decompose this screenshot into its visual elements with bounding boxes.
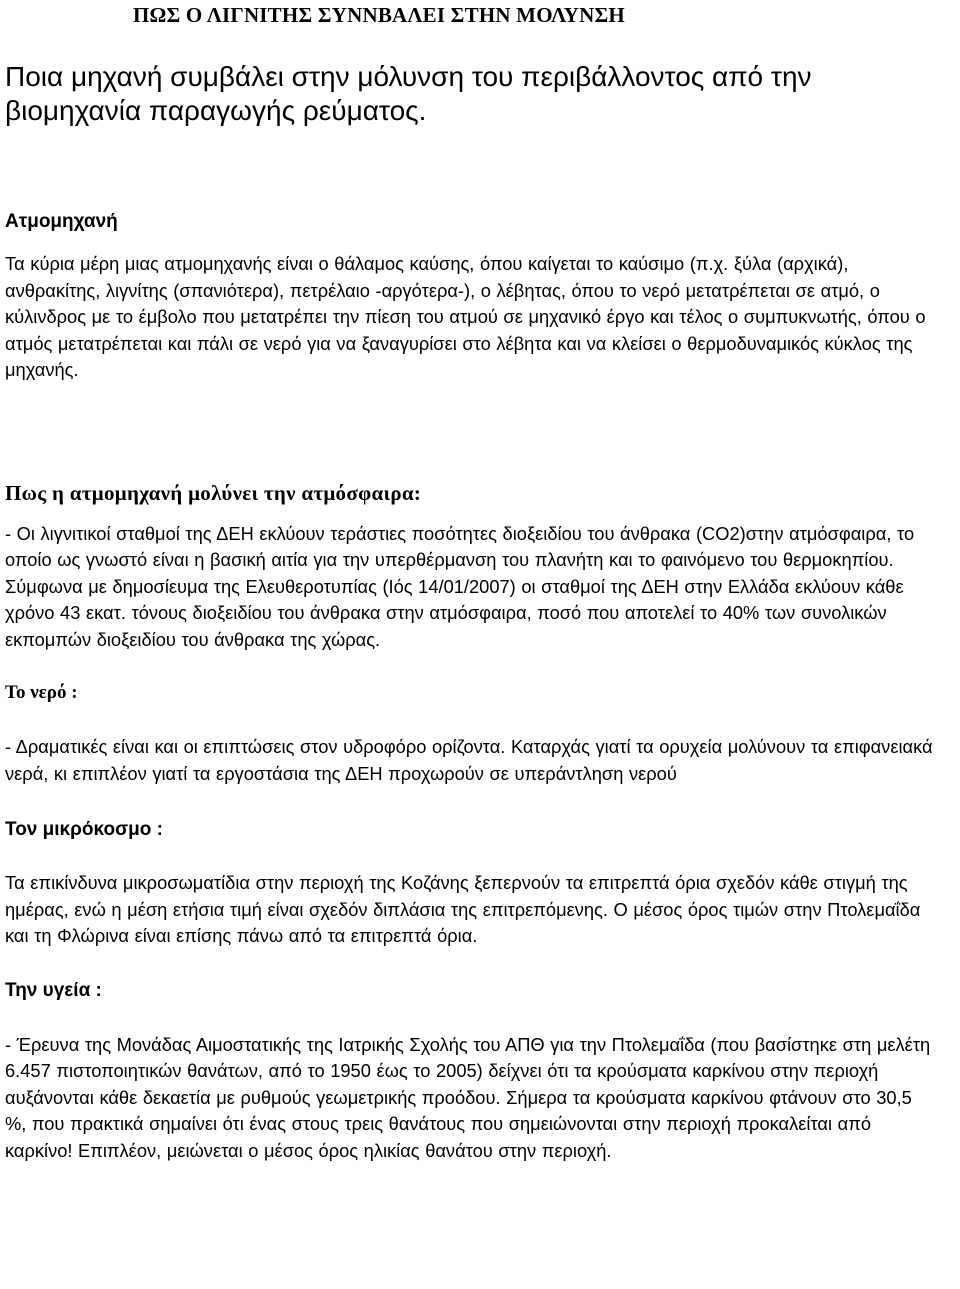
section-paragraph-steam-engine: Τα κύρια μέρη μιας ατμομηχανής είναι ο θάλαμος καύσης, όπου καίγεται το καύσιμο (π.χ. ξύλα (αρχικά), ανθρακίτης, λιγνίτης (σπανιότερα), πετρέλαιο -αργότερα-), ο λέβητας, όπου το νερό μετατρέπεται σε ατμό, ο κύλινδρος με το έμβολο που μετατρέπει την πίεση του ατμού σε μηχανικό έργο και τέλος ο συμπυκνωτής, όπου ο ατμός μετατρέπεται και πάλι σε νερό για να ξαναγυρίσει στο λέβητα και να κλείσει ο θερμοδυναμικός κύκλος της μηχανής. [5, 253, 926, 380]
section-heading-atmosphere-pollution: Πως η ατμομηχανή μολύνει την ατμόσφαιρα: [5, 480, 422, 505]
section-heading-steam-engine: Ατμομηχανή [5, 211, 118, 232]
section-paragraph-health: - Έρευνα της Μονάδας Αιμοστατικής της Ιατρικής Σχολής του ΑΠΘ για την Πτολεμαΐδα (που βασίστηκε στη μελέτη 6.457 πιστοποιητικών θανάτων, από το 1950 έως το 2005) δείχνει ότι τα κρούσματα καρκίνου στην περιοχή αυξάνονται κάθε δεκαετία με ρυθμούς γεωμετρικής προόδου. Σήμερα τα κρούσματα καρκίνου φτάνουν στο 30,5 %, που πρακτικά σημαίνει ότι ένας στους τρεις θανάτους που σημειώνονται στην περιοχή προκαλείται από καρκίνο! Επιπλέον, μειώνεται ο μέσος όρος ηλικίας θανάτου στην περιοχή. [5, 1033, 931, 1161]
section-steam-engine [5, 209, 938, 384]
document-subtitle: Ποια μηχανή συμβάλει στην μόλυνση του περιβάλλοντος από την βιομηχανία παραγωγής ρεύματος. [5, 61, 812, 126]
section-paragraph-water: - Δραματικές είναι και οι επιπτώσεις στον υδροφόρο ορίζοντα. Καταρχάς γιατί τα ορυχεία μολύνουν τα επιφανειακά νερά, κι επιπλέον γιατί τα εργοστάσια της ΔΕΗ προχωρούν σε υπεράντληση νερού [5, 736, 933, 784]
section-paragraph-atmosphere-pollution: - Οι λιγνιτικοί σταθμοί της ΔΕΗ εκλύουν τεράστιες ποσότητες διοξειδίου του άνθρακα (CO2)στην ατμόσφαιρα, το οποίο ως γνωστό είναι η βασική αιτία για την υπερθέρμανση του πλανήτη και το φαινόμενο του θερμοκηπίου. Σύμφωνα με δημοσίευμα της Ελευθεροτυπίας (Ιός 14/01/2007) οι σταθμοί της ΔΕΗ στην Ελλάδα εκλύουν κάθε χρόνο 43 εκατ. τόνους διοξειδίου του άνθρακα στην ατμόσφαιρα, ποσό που αποτελεί το 40% των συνολικών εκπομπών διοξειδίου του άνθρακα της χώρας. [5, 522, 915, 650]
section-heading-health: Την υγεία : [5, 979, 102, 1001]
document-title: ΠΩΣ Ο ΛΙΓΝΙΤΗΣ ΣΥΝΝΒΑΛΕΙ ΣΤΗΝ ΜΟΛΥΝΣΗ [133, 3, 625, 27]
section-heading-water: Το νερό : [5, 682, 78, 703]
section-water [5, 680, 938, 787]
section-microcosm [5, 817, 938, 950]
section-heading-microcosm: Τον μικρόκοσμο : [5, 819, 163, 840]
section-atmosphere-pollution [5, 480, 938, 654]
section-health [5, 978, 938, 1165]
section-paragraph-microcosm: Τα επικίνδυνα μικροσωματίδια στην περιοχή της Κοζάνης ξεπερνούν τα επιτρεπτά όρια σχεδόν κάθε στιγμή της ημέρας, ενώ η μέση ετήσια τιμή είναι σχεδόν διπλάσια της επιτρεπόμενης. Ο μέσος όρος τιμών στην Πτολεμαΐδα και τη Φλώρινα είναι επίσης πάνω από τα επιτρεπτά όρια. [5, 872, 921, 946]
